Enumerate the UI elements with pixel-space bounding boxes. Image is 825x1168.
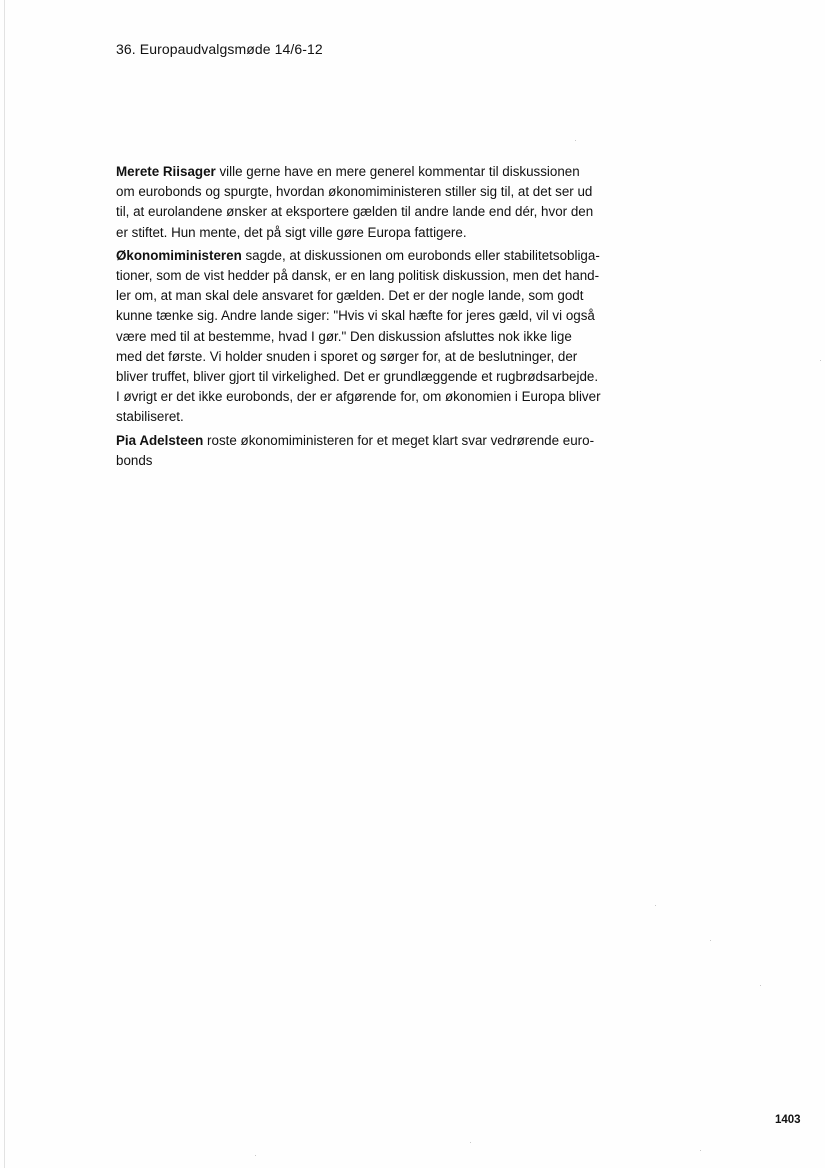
scan-speck bbox=[710, 940, 711, 941]
text-line bbox=[116, 246, 616, 266]
scan-speck bbox=[575, 140, 576, 141]
text-line: til, at eurolandene ønsker at eksportere gælden til andre lande end dér, hvor den bbox=[116, 204, 594, 220]
page-number: 1403 bbox=[775, 1114, 801, 1126]
text-fragment: ville gerne have en mere generel kommentar til diskussionen bbox=[215, 164, 580, 179]
paragraph-adelsteen bbox=[116, 431, 616, 471]
text-line: tioner, som de vist hedder på dansk, er en lang politisk diskussion, men det hand- bbox=[116, 268, 600, 284]
text-line: kunne tænke sig. Andre lande siger: "Hvis vi skal hæfte for jeres gæld, vil vi også bbox=[116, 308, 595, 324]
document-header: 36. Europaudvalgsmøde 14/6-12 bbox=[116, 41, 323, 57]
scan-speck bbox=[255, 1155, 256, 1156]
text-line: I øvrigt er det ikke eurobonds, der er afgørende for, om økonomien i Europa bliver bbox=[116, 389, 601, 405]
document-body bbox=[116, 162, 616, 474]
scan-speck bbox=[700, 1150, 701, 1151]
speaker-name: Økonomiministeren bbox=[116, 247, 242, 263]
scan-speck bbox=[760, 985, 761, 986]
speaker-name: Merete Riisager bbox=[116, 164, 216, 179]
text-line: være med til at bestemme, hvad I gør." Den diskussion afsluttes nok ikke lige bbox=[116, 328, 572, 344]
text-fragment: sagde, at diskussionen om eurobonds eller stabilitetsobliga- bbox=[241, 247, 600, 263]
scan-speck bbox=[820, 360, 821, 361]
scan-speck bbox=[470, 1142, 471, 1143]
text-fragment: roste økonomiministeren for et meget klart svar vedrørende euro- bbox=[203, 432, 595, 448]
paragraph-riisager bbox=[116, 162, 616, 243]
paragraph-minister bbox=[116, 246, 616, 428]
text-line: stabiliseret. bbox=[116, 409, 184, 425]
scan-speck bbox=[655, 905, 656, 906]
text-line: om eurobonds og spurgte, hvordan økonomiministeren stiller sig til, at det ser ud bbox=[116, 184, 593, 200]
speaker-name: Pia Adelsteen bbox=[116, 432, 204, 448]
text-line: er stiftet. Hun mente, det på sigt ville gøre Europa fattigere. bbox=[116, 224, 467, 240]
text-line: ler om, at man skal dele ansvaret for gælden. Det er der nogle lande, som godt bbox=[116, 288, 584, 304]
text-line: bliver truffet, bliver gjort til virkelighed. Det er grundlæggende et rugbrødsarbejde. bbox=[116, 369, 599, 385]
scan-edge-line bbox=[4, 0, 5, 1168]
text-line: med det første. Vi holder snuden i sporet og sørger for, at de beslutninger, der bbox=[116, 348, 578, 364]
text-line bbox=[116, 431, 616, 451]
text-line: bonds bbox=[116, 452, 153, 468]
text-line bbox=[116, 162, 616, 182]
